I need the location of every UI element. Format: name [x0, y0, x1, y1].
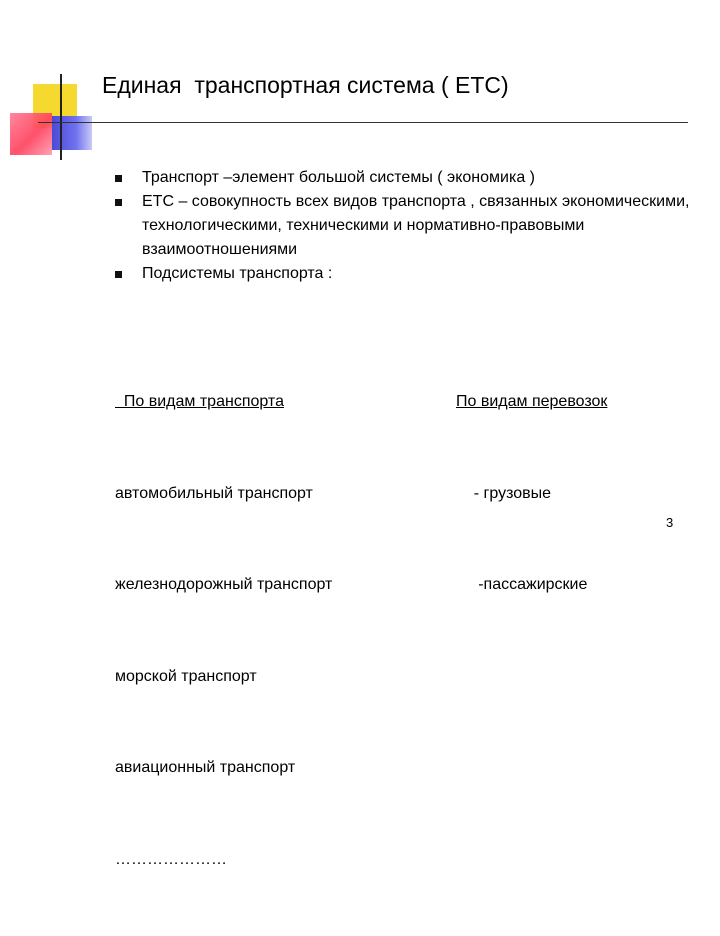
title-divider-line	[38, 122, 688, 123]
bullet-item	[112, 190, 692, 262]
list-item: …………………	[115, 850, 227, 868]
bullet-text: ЕТС – совокупность всех видов транспорта , связанных экономическими, технологическими, техническими и нормативно-правовыми взаимоотношениями	[142, 193, 690, 258]
transport-types-column	[115, 326, 332, 936]
list-item: железнодорожный транспорт	[115, 576, 333, 593]
bullet-text: Транспорт –элемент большой системы ( экономика )	[142, 169, 535, 186]
bullet-list	[112, 166, 692, 286]
page-number: 3	[666, 515, 674, 530]
column-heading: По видам перевозок	[456, 393, 608, 410]
list-item: - грузовые	[456, 484, 552, 502]
list-item: морской транспорт	[115, 667, 257, 685]
slide-title: Единая транспортная система ( ЕТС)	[102, 72, 509, 98]
list-item: -пассажирские	[456, 576, 588, 593]
bullet-square-icon	[115, 271, 122, 278]
list-item: автомобильный транспорт	[115, 484, 313, 502]
list-item: авиационный транспорт	[115, 759, 296, 776]
bullet-square-icon	[115, 199, 122, 206]
column-heading: По видам транспорта	[115, 393, 284, 410]
decor-vertical-line	[60, 74, 62, 160]
bullet-item	[112, 262, 692, 286]
decor-red-square	[10, 113, 52, 155]
bullet-square-icon	[115, 175, 122, 182]
bullet-item	[112, 166, 692, 190]
bullet-text: Подсистемы транспорта :	[142, 265, 333, 282]
transportation-types-column	[456, 326, 607, 662]
